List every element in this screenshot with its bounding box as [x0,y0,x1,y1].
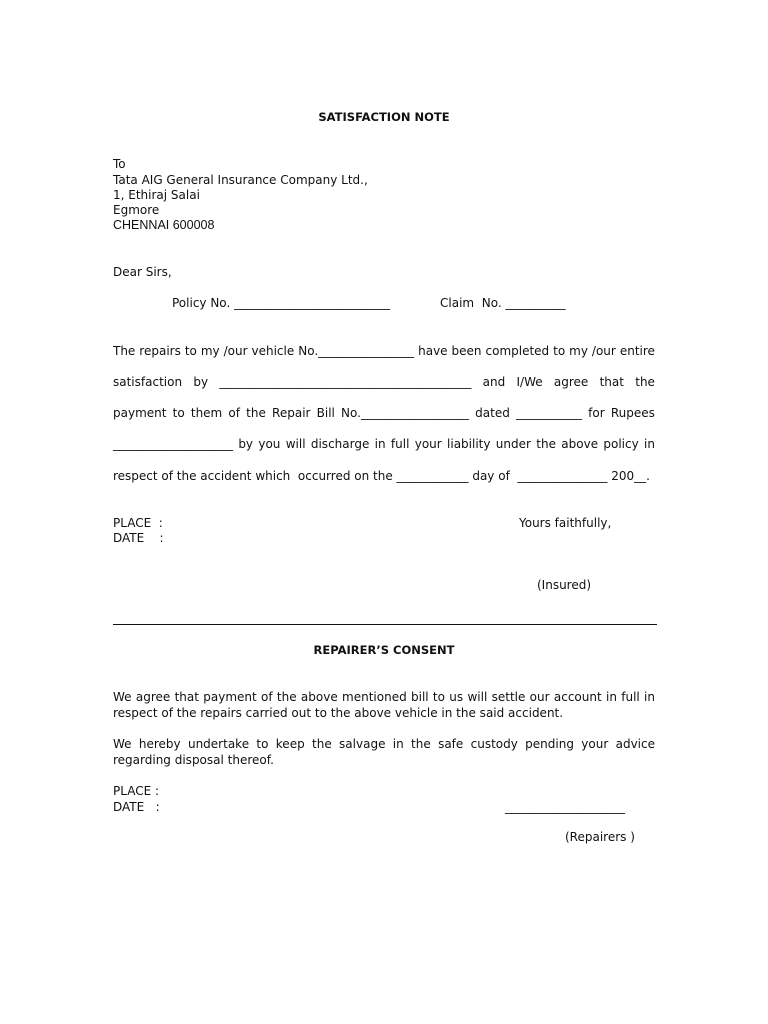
body-word: my [200,344,220,358]
body-word: to [184,344,197,358]
body-word: __________________________________________ [219,375,472,389]
body-word: in [374,437,386,451]
salutation: Dear Sirs, [113,265,172,279]
body-word: above [561,437,599,451]
body-word: I/We [516,375,543,389]
body-word: to [172,406,185,420]
body-word: policy [603,437,639,451]
section-divider [113,624,657,625]
address-line-1: Tata AIG General Insurance Company Ltd., [113,173,368,187]
body-word: will [285,437,306,451]
body-word: dated [475,406,510,420]
to-label: To [113,157,126,171]
insured-label: (Insured) [537,578,592,592]
body-word: them [190,406,223,420]
body-word: under [495,437,531,451]
body-word: been [451,344,482,358]
body-line-5: respect of the accident which occurred on the ____________ day of _______________ 200__. [113,469,650,483]
body-word: by [238,437,254,451]
body-word: liability [447,437,491,451]
address-line-2: 1, Ethiraj Salai [113,188,200,202]
body-word: of [228,406,240,420]
claim-number-field: Claim No. __________ [440,296,566,310]
body-word: the [635,375,655,389]
repairers-consent-title: REPAIRER’S CONSENT [313,643,455,657]
body-word: vehicle [251,344,295,358]
address-line-3: Egmore [113,203,160,217]
repairers-label: (Repairers ) [565,830,635,844]
body-word: payment [113,406,167,420]
body-line-4 [113,437,655,452]
body-word: Repair [272,406,311,420]
body-word: the [246,406,266,420]
date-label: DATE : [113,531,164,545]
body-line-2 [113,375,655,390]
body-word: satisfaction [113,375,183,389]
body-word: ____________________ [113,437,233,451]
body-word: and [482,375,506,389]
body-word: in [644,437,655,451]
body-word: agree [553,375,589,389]
body-line-1 [113,344,655,359]
repairer-signature-line: ____________________ [505,800,625,814]
body-word: by [193,375,209,389]
body-line-3 [113,406,655,421]
body-word: have [418,344,448,358]
body-word: No.__________________ [341,406,469,420]
body-word: /our [591,344,616,358]
satisfaction-note-title: SATISFACTION NOTE [318,110,450,124]
body-word: my [569,344,588,358]
body-word: discharge [310,437,370,451]
body-word: ___________ [516,406,582,420]
body-word: full [390,437,410,451]
body-word: that [599,375,624,389]
body-word: The [113,344,136,358]
consent-paragraph-1: We agree that payment of the above mentioned bill to us will settle our account in full in respect of the repairs carried out to the above vehicle in the said accident. [113,690,655,720]
body-word: you [258,437,281,451]
closing-text: Yours faithfully, [519,516,612,530]
body-word: /our [223,344,248,358]
address-line-4: CHENNAI 600008 [113,218,215,232]
body-word: entire [619,344,655,358]
body-word: the [536,437,556,451]
body-word: your [414,437,442,451]
body-word: Bill [316,406,335,420]
body-word: to [553,344,566,358]
place-label: PLACE : [113,516,163,530]
body-word: repairs [139,344,181,358]
consent-date-label: DATE : [113,800,160,814]
consent-paragraph-2: We hereby undertake to keep the salvage in the safe custody pending your advice regarding disposal thereof. [113,737,655,767]
policy-number-field: Policy No. __________________________ [172,296,391,310]
consent-place-label: PLACE : [113,784,160,798]
body-word: for [588,406,605,420]
body-word: Rupees [610,406,655,420]
body-word: No.________________ [298,344,415,358]
body-word: completed [485,344,550,358]
